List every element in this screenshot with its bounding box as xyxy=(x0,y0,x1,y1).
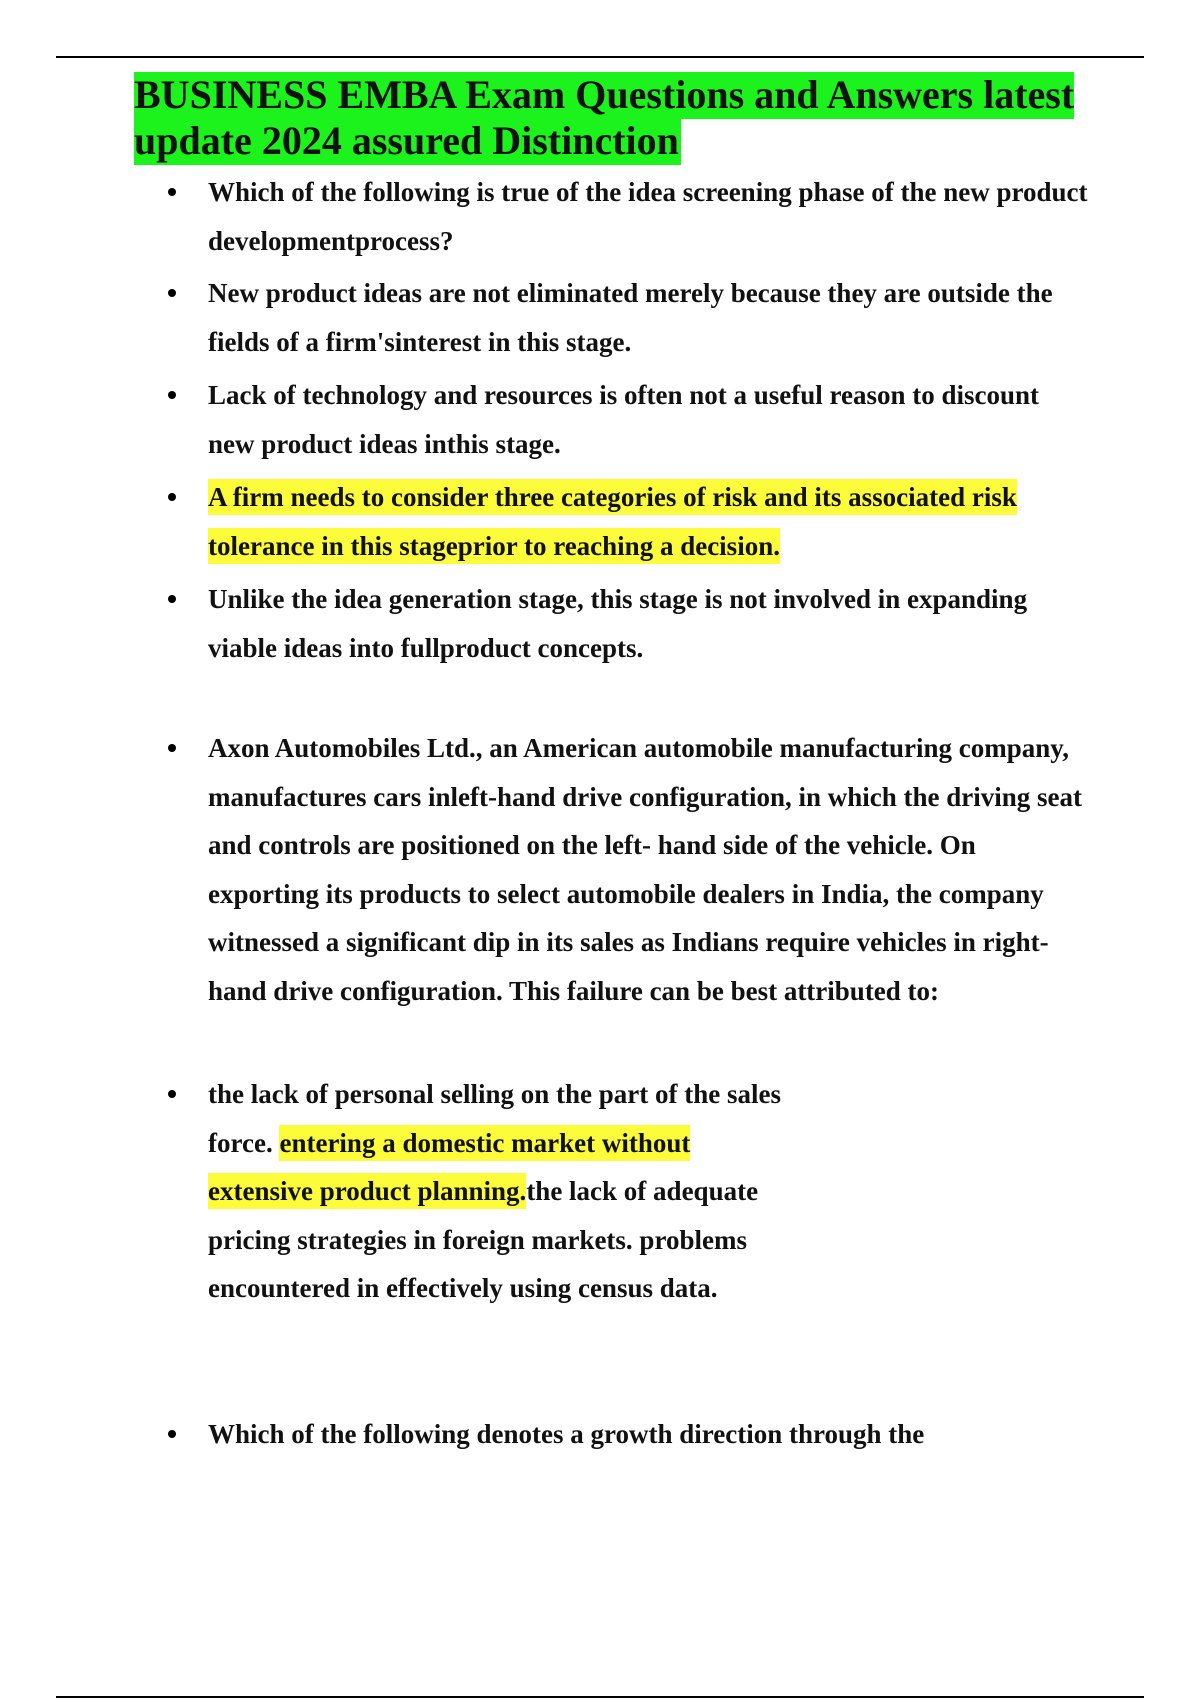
answer-highlight: A firm needs to consider three categories of risk and its associated risk tolerance in this stageprior to reaching a decision. xyxy=(208,479,1017,564)
bullet-icon xyxy=(168,595,176,603)
list-item xyxy=(170,371,1090,468)
option-text: Lack of technology and resources is often not a useful reason to discount new product ideas inthis stage. xyxy=(208,380,1040,459)
bullet-icon xyxy=(168,391,176,399)
bullet-icon xyxy=(168,289,176,297)
answer-highlight: entering a domestic market without extensive product planning. xyxy=(208,1125,690,1210)
title-highlight: BUSINESS EMBA Exam Questions and Answers latest update 2024 assured Distinction xyxy=(134,72,1075,163)
list-item xyxy=(170,269,1090,366)
option-text: Unlike the idea generation stage, this stage is not involved in expanding viable ideas into fullproduct concepts. xyxy=(208,584,1028,663)
options-text xyxy=(208,1070,790,1313)
bullet-icon xyxy=(168,493,176,501)
question-text: Axon Automobiles Ltd., an American automobile manufacturing company, manufactures cars inleft-hand drive configuration, in which the driving seat and controls are positioned on the left- hand side of the vehicle. On exporting its products to select automobile dealers in India, the company witnessed a significant dip in its sales as Indians require vehicles in right-hand drive configuration. This failure can be best attributed to: xyxy=(208,733,1083,1006)
option-part-1: the lack of personal selling on the part of the sales force. xyxy=(208,1079,781,1158)
list-item xyxy=(170,724,1090,1015)
list-item xyxy=(170,1070,790,1313)
list-item xyxy=(170,473,1090,570)
document-title xyxy=(134,72,1114,164)
bullet-icon xyxy=(168,744,176,752)
correct-answer-text xyxy=(208,473,1090,570)
bullet-icon xyxy=(168,188,176,196)
list-item xyxy=(170,168,1090,265)
bullet-icon xyxy=(168,1430,176,1438)
question-text: Which of the following is true of the idea screening phase of the new product developmentprocess? xyxy=(208,177,1088,256)
option-text: New product ideas are not eliminated merely because they are outside the fields of a firm'sinterest in this stage. xyxy=(208,278,1053,357)
top-rule xyxy=(56,56,1144,58)
bullet-icon xyxy=(168,1090,176,1098)
list-item xyxy=(170,575,1090,672)
bottom-rule xyxy=(56,1696,1144,1698)
option-part-2: the lack of adequate pricing strategies in foreign markets. problems encountered in effectively using census data. xyxy=(208,1176,759,1303)
list-item xyxy=(170,1410,1090,1459)
question-text: Which of the following denotes a growth direction through the xyxy=(208,1419,925,1449)
